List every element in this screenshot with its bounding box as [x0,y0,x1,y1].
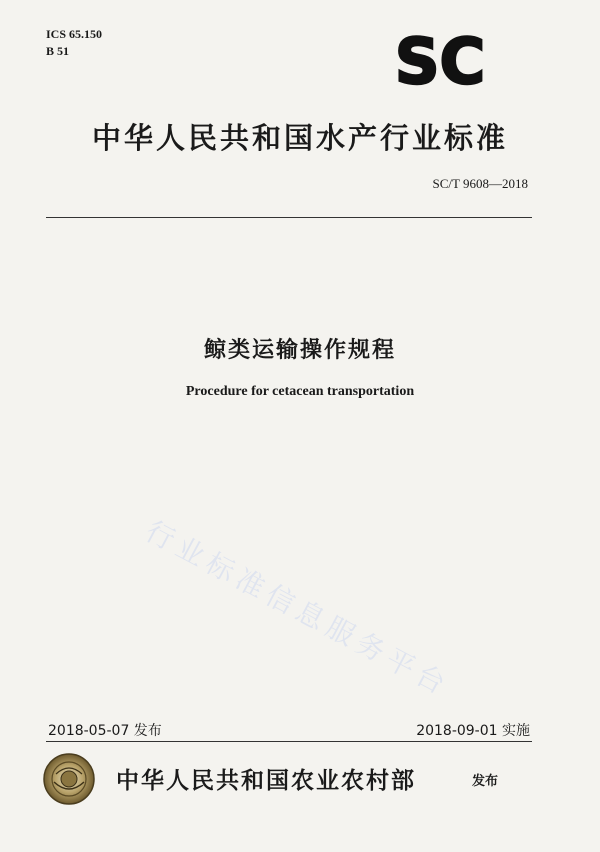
standard-category-title: 中华人民共和国水产行业标准 [91,121,508,155]
document-english-title: Procedure for cetacean transportation [185,384,415,399]
ccs-code: B 51 [46,44,70,58]
issue-date: 2018-05-07 发布 [48,723,162,739]
implementation-date: 2018-09-01 实施 [416,723,530,739]
ics-code: ICS 65.150 [46,27,103,41]
footer-divider [46,741,532,742]
watermark-text: 行业标准信息服务平台 [140,514,456,704]
publish-label: 发布 [472,774,499,789]
issuing-authority: 中华人民共和国农业农村部 [116,768,416,794]
sc-logo [388,30,492,88]
document-title: 鲸类运输操作规程 [203,338,396,363]
header-divider [46,217,532,218]
standard-number: SC/T 9608—2018 [432,176,528,191]
watermark [140,500,490,710]
classification-codes [46,26,102,60]
ministry-emblem-icon [42,752,96,806]
sc-logo-text: SC [394,30,486,88]
